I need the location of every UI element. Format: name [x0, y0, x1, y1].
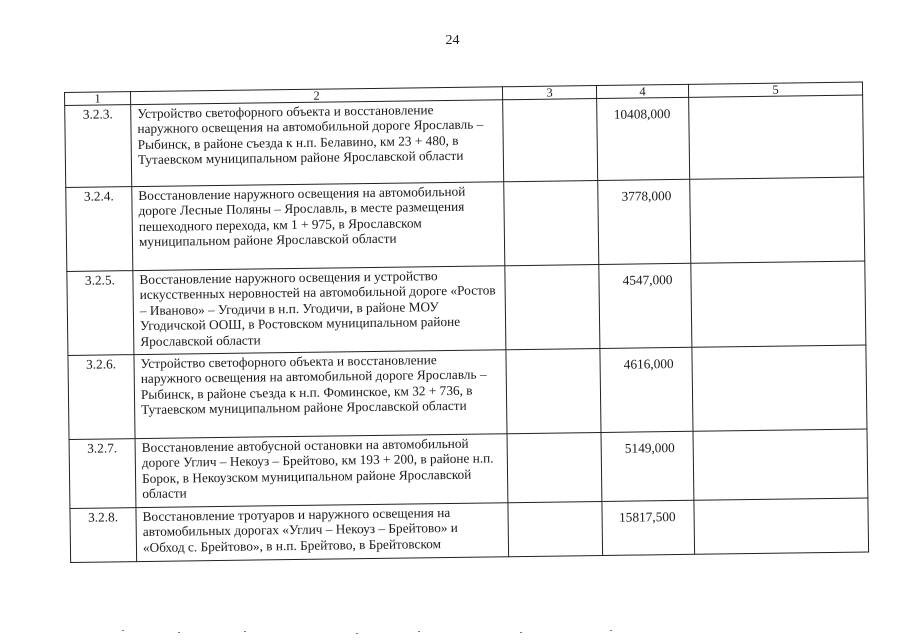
header-col-3: 3 [502, 86, 596, 100]
scan-noise [0, 624, 905, 640]
scan-speck [244, 631, 246, 632]
row-col3 [503, 99, 598, 182]
row-description: Восстановление тротуаров и наружного освещения на автомобильных дорогах «Углич – Некоуз – Брейтово» и «Обход с. Брейтово», в н.п. Брейтово, в Брейтовском [136, 503, 509, 562]
row-number: 3.2.3. [65, 105, 132, 188]
row-description: Устройство светофорного объекта и восстановление наружного освещения на автомобильной дороге Ярославль – Рыбинск, в районе съезда к н.п. Белавино, км 23 + 480, в Тутаевском муниципальном районе Ярославской области [131, 100, 504, 187]
row-col5 [690, 177, 865, 263]
row-amount: 4616,000 [600, 347, 693, 432]
row-col3 [505, 265, 600, 350]
row-col5 [689, 95, 864, 179]
row-amount: 10408,000 [597, 97, 690, 180]
table-row [68, 345, 867, 439]
row-description: Восстановление автобусной остановки на автомобильной дороге Углич – Некоуз – Брейтово, км 193 + 200, в районе н.п. Борок, в Некоузском муниципальном районе Ярославской области [135, 434, 508, 508]
header-col-2: 2 [131, 87, 503, 105]
row-description: Устройство светофорного объекта и восстановление наружного освещения на автомобильной дороге Ярославль – Рыбинск, в районе съезда к н.п. Фоминское, км 32 + 736, в Тутаевском муниципальном районе Ярославской области [134, 350, 507, 439]
table-row [69, 429, 868, 508]
row-description: Восстановление наружного освещения на автомобильной дороге Лесные Поляны – Ярославль, в месте размещения пешеходного перехода, км 1 + 975, в Ярославском муниципальном районе Ярославской области [132, 182, 505, 271]
table-row [70, 498, 869, 562]
table-row [65, 95, 864, 187]
row-number: 3.2.5. [67, 271, 134, 356]
scan-speck [122, 630, 124, 631]
row-description: Восстановление наружного освещения и устройство искусственных неровностей на автомобильной дороге «Ростов – Иваново» – Угодичи в н.п. Угодичи, в районе МОУ Угодичской ООШ, в Ростовском муниципальном районе Ярославской области [133, 266, 506, 355]
header-col-5: 5 [688, 82, 862, 97]
row-amount: 3778,000 [598, 179, 691, 264]
row-number: 3.2.8. [70, 508, 137, 563]
row-col3 [508, 501, 603, 556]
row-col3 [504, 181, 599, 266]
page-number: 24 [445, 33, 460, 48]
row-col5 [692, 345, 867, 431]
scan-speck [418, 631, 420, 632]
table-row [66, 177, 865, 271]
header-col-4: 4 [596, 84, 688, 98]
budget-table-container [64, 82, 868, 563]
row-col5 [693, 429, 868, 500]
scan-speck [356, 633, 358, 634]
header-col-1: 1 [65, 92, 131, 106]
row-col5 [694, 498, 869, 554]
row-number: 3.2.6. [68, 355, 135, 440]
row-amount: 5149,000 [601, 431, 694, 501]
row-col3 [506, 349, 601, 434]
scan-speck [610, 630, 612, 631]
scan-speck [520, 632, 522, 633]
row-number: 3.2.4. [66, 187, 133, 272]
row-amount: 15817,500 [602, 500, 695, 555]
row-amount: 4547,000 [599, 263, 692, 348]
table-row [67, 261, 866, 355]
row-col5 [691, 261, 866, 347]
scan-speck [178, 632, 180, 633]
row-col3 [507, 433, 602, 503]
row-number: 3.2.7. [69, 439, 136, 509]
budget-table [64, 82, 869, 563]
